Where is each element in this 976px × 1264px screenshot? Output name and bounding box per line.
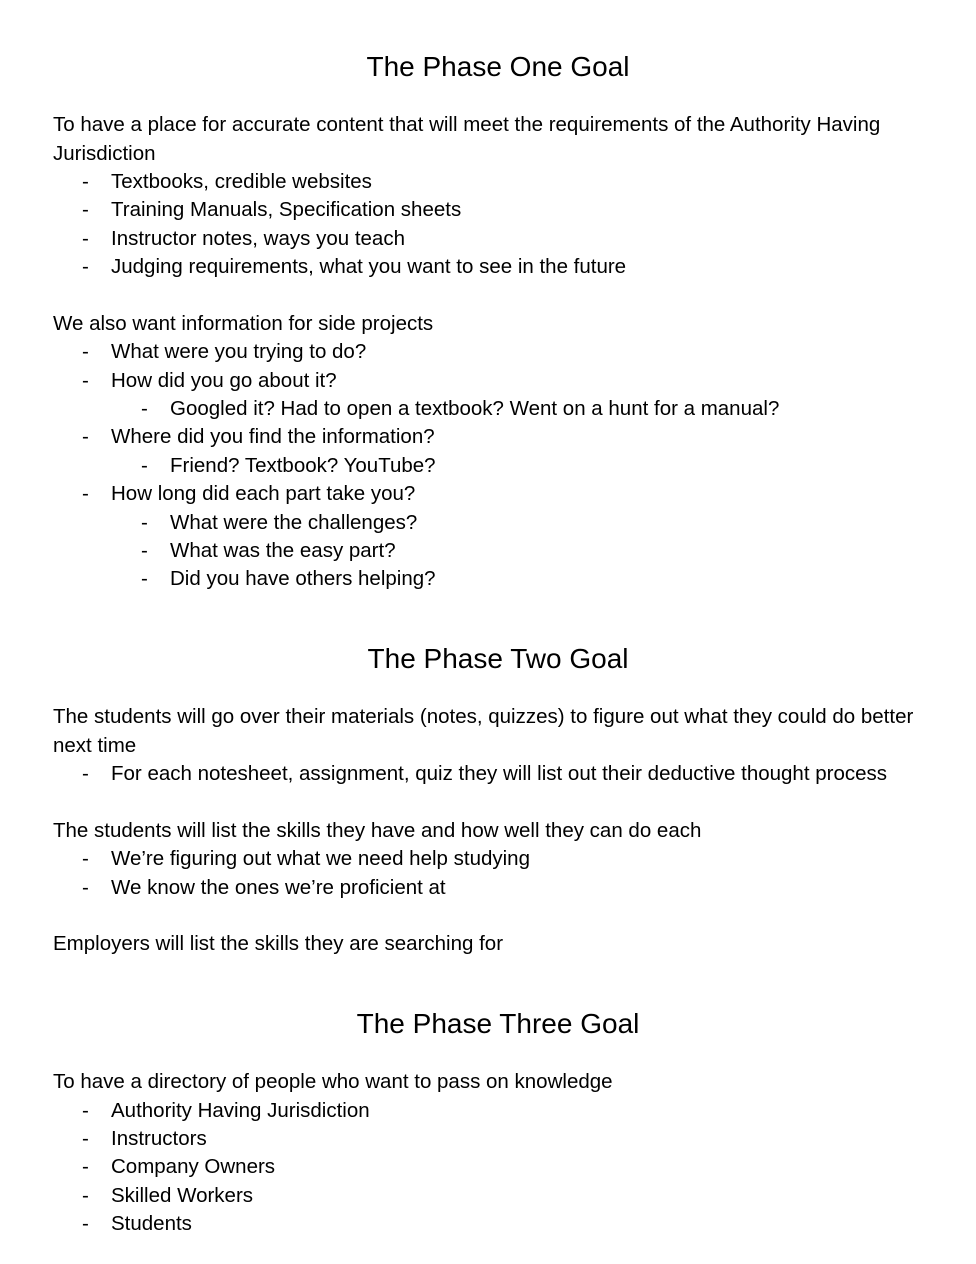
phase-three-title: The Phase Three Goal [356,1008,640,1039]
phase-two-intro: The students will go over their materials (notes, quizzes) to figure out what they could do better next time [53,705,914,757]
skills-intro: The students will list the skills they have and how well they can do each [53,819,702,842]
phase-one-intro: To have a place for accurate content that will meet the requirements of the Authority Having Jurisdiction [53,113,881,165]
employers-line: Employers will list the skills they are searching for [53,932,504,955]
phase-three-intro: To have a directory of people who want to pass on knowledge [53,1070,613,1093]
side-projects-intro: We also want information for side projects [53,312,434,335]
phase-one-title: The Phase One Goal [366,51,630,82]
phase-two-title: The Phase Two Goal [367,643,629,674]
document-page: The Phase One Goal To have a place for accurate content that will meet the requirements of the Authority Having Jurisdiction - Textbooks, credible websites - Training Manuals, Specification sheets - Instructor notes, ways you teach - Judging requirements, what you want to see in the future We also want information for side projects - What were you trying to do? - How did you go about it? - Googled it? Had to open a textbook? Went on a hunt for a manual? - Where did you find the information? - Friend? Textbook? YouTube? - How long did each part take you? - What were the challenges? - What was the easy part? - Did you have others helping? The Phase Two Goal The students will go over their materials (notes, quizzes) to figure out what they could do better next time - For each notesheet, assignment, quiz they will list out their deductive thought process The students will list the skills they have and how well they can do each - We’re figuring out what we need help studying - We know the ones we’re proficient at Employers will list the skills they are searching for The Phase Three Goal To have a directory of people who want to pass on knowledge - Authority Having Jurisdiction - Instructors - Company Owners - Skilled Workers - Students [0,0,976,1264]
